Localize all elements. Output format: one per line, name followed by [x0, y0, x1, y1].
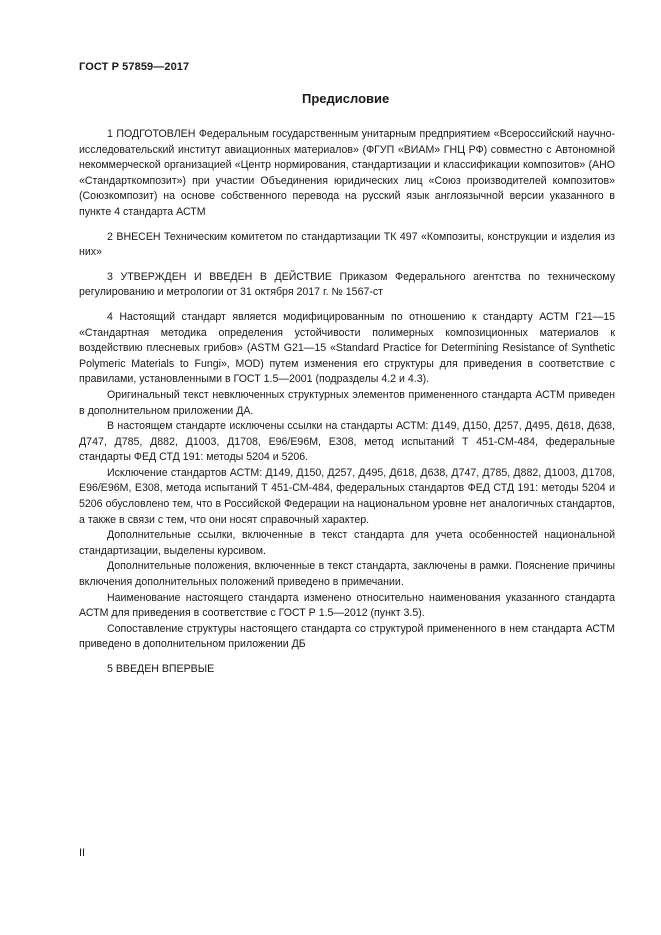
paragraph: Исключение стандартов АСТМ: Д149, Д150, Д257, Д495, Д618, Д638, Д747, Д785, Д882, Д1003, Д1708, Е96/Е96М, Е308, метода испытаний Т 451-СМ-484, федеральных стандартов ФЕД СТД 191: методы 5204 и 5206 обусловлено тем, что в Российской Федерации на национальном уровне нет аналогичных стандартов, а также в связи с тем, что они носят справочный характер. [79, 466, 615, 526]
paragraph: Дополнительные положения, включенные в текст стандарта, заключены в рамки. Пояснение причины включения дополнительных положений приведено в примечании. [79, 560, 615, 589]
section-5 [79, 662, 615, 678]
paragraph: Наименование настоящего стандарта изменено относительно наименования указанного стандарта АСТМ для приведения в соответствие с ГОСТ Р 1.5—2012 (пункт 3.5). [79, 591, 615, 620]
paragraph: Оригинальный текст невключенных структурных элементов примененного стандарта АСТМ приведен в дополнительном приложении ДА. [79, 388, 615, 417]
paragraph: 1 ПОДГОТОВЛЕН Федеральным государственным унитарным предприятием «Всероссийский научно-исследовательский институт авиационных материалов» (ФГУП «ВИАМ» ГНЦ РФ) совместно с Автономной некоммерческой организацией «Центр нормирования, стандартизации и классификации композитов» (АНО «Стандарткомпозит») при участии Объединения юридических лиц «Союз производителей композитов» (Союзкомпозит) на основе собственного перевода на русский язык англоязычной версии указанного в пункте 4 стандарта АСТМ [79, 128, 615, 218]
paragraph: 4 Настоящий стандарт является модифицированным по отношению к стандарту АСТМ Г21—15 «Стандартная методика определения устойчивости полимерных композиционных материалов к воздействию плесневых грибов» (ASTM G21—15 «Standard Practice for Determining Resistance of Synthetic Polymeric Materials to Fungi», MOD) путем изменения его структуры для приведения в соответствие с правилами, установленными в ГОСТ 1.5—2001 (подразделы 4.2 и 4.3). [79, 310, 615, 386]
page-title: Предисловие [302, 91, 390, 106]
section-4 [79, 310, 615, 653]
page-number: II [79, 847, 86, 859]
section-1 [79, 127, 615, 221]
paragraph: 5 ВВЕДЕН ВПЕРВЫЕ [107, 663, 215, 675]
document-body [79, 127, 615, 687]
section-2 [79, 230, 615, 261]
paragraph: Дополнительные ссылки, включенные в текст стандарта для учета особенностей национальной стандартизации, выделены курсивом. [79, 529, 615, 557]
paragraph: Сопоставление структуры настоящего стандарта со структурой примененного в нем стандарта АСТМ приведено в дополнительном приложении ДБ [79, 622, 615, 651]
section-3 [79, 270, 615, 301]
paragraph: 2 ВНЕСЕН Техническим комитетом по стандартизации ТК 497 «Композиты, конструкции и изделия из них» [79, 230, 615, 259]
paragraph: 3 УТВЕРЖДЕН И ВВЕДЕН В ДЕЙСТВИЕ Приказом Федерального агентства по техническому регулированию и метрологии от 31 октября 2017 г. № 1567-ст [79, 270, 615, 299]
paragraph: В настоящем стандарте исключены ссылки на стандарты АСТМ: Д149, Д150, Д257, Д495, Д618, Д638, Д747, Д785, Д882, Д1003, Д1708, Е96/Е96М, Е308, метод испытаний Т 451-СМ-484, федеральные стандарты ФЕД СТД 191: методы 5204 и 5206. [79, 420, 615, 464]
standard-code: ГОСТ Р 57859—2017 [79, 61, 190, 73]
